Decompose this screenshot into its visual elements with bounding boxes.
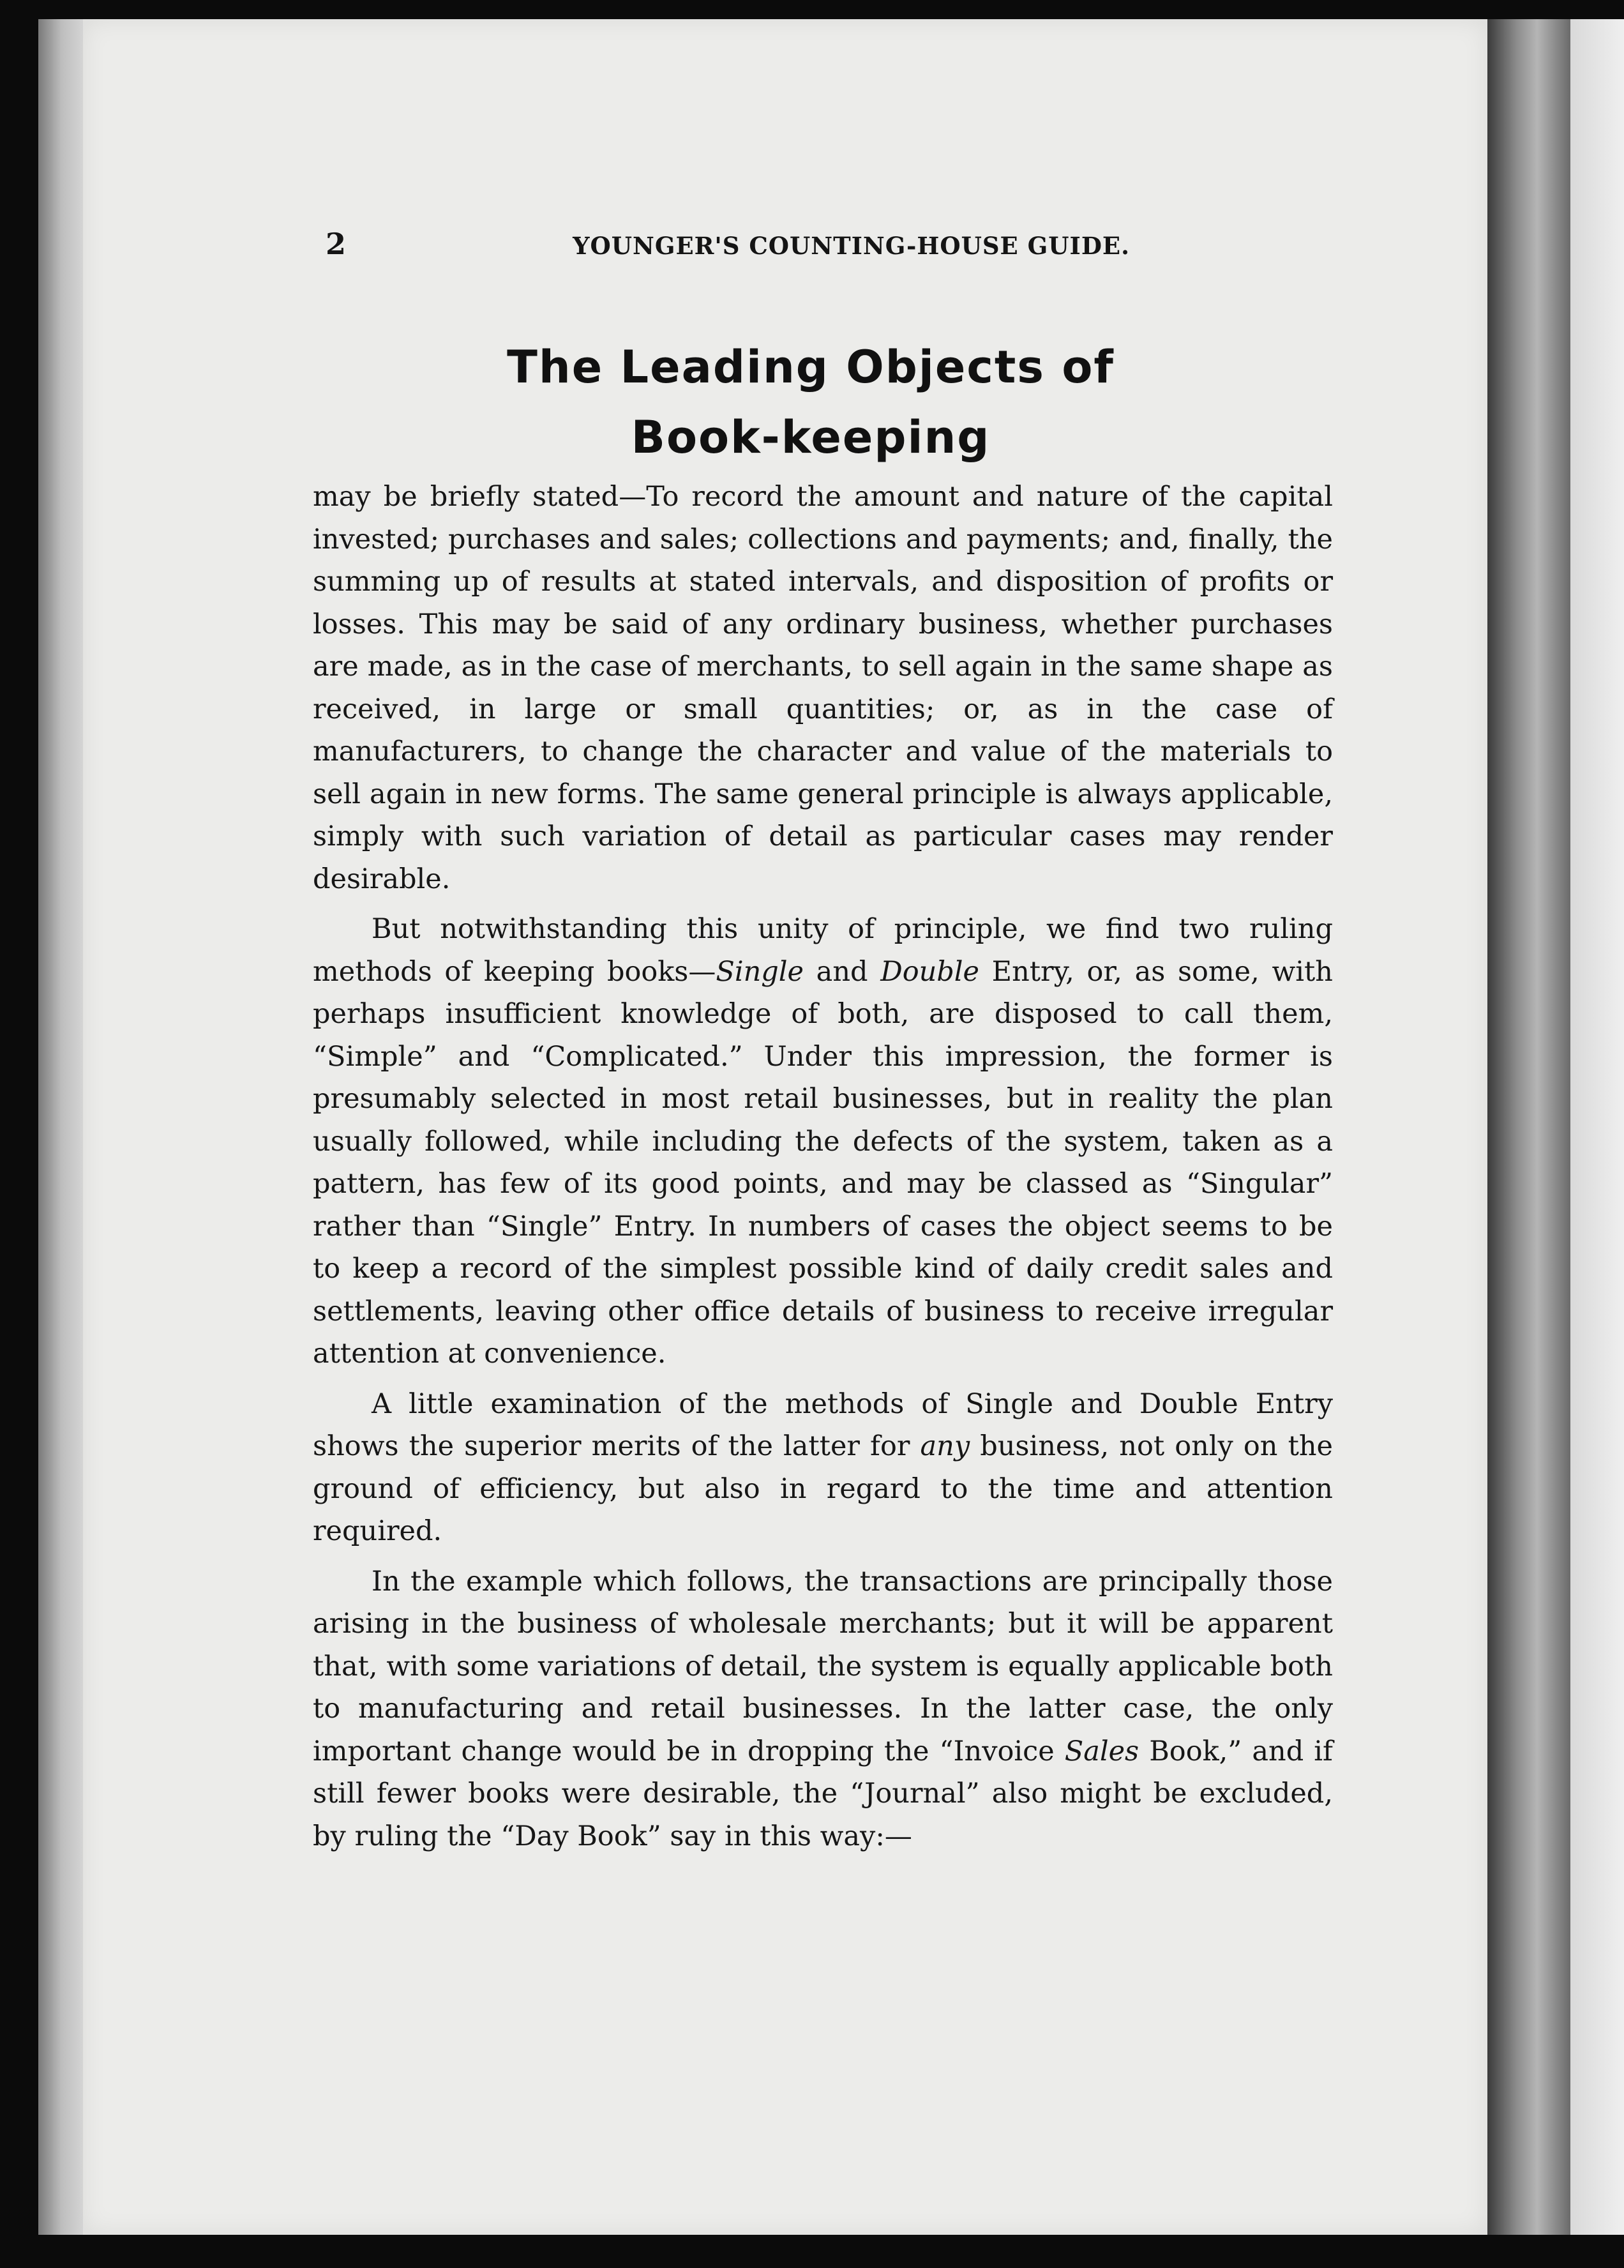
page-number: 2 (326, 227, 347, 261)
next-page-edge (1570, 19, 1624, 2235)
emphasis-double: Double (880, 955, 980, 988)
paragraph-text: Entry, or, as some, with perhaps insufficient knowledge of both, are disposed to call them, “Simple” and “Complicated.” Under this impression, the former is presumably selected in most retail businesses, but in reality the plan usually followed, while including the defects of the system, taken as a pattern, has few of its good points, and may be classed as “Singular” rather than “Single” Entry. In numbers of cases the object seems to be to keep a record of the simplest possible kind of daily credit sales and settlements, leaving other office details of business to receive irregular attention at convenience. (313, 955, 1334, 1370)
paragraph-text: and (804, 955, 881, 988)
emphasis-any: any (920, 1430, 970, 1462)
paragraph-text: business, not only on the ground of efficiency, but also in regard to the time and attention required. (313, 1430, 1333, 1547)
section-title-line-2: Book-keeping (631, 411, 991, 464)
paragraph-2 (313, 908, 1333, 1375)
section-title-line-1: The Leading Objects of (507, 341, 1115, 393)
emphasis-single: Single (716, 955, 804, 988)
paragraph-text: A little examination of the methods of Single and Double Entry shows the superior merits of the latter for (313, 1387, 1333, 1462)
running-head (326, 227, 1130, 265)
paragraph-text: may be briefly stated—To record the amount and nature of the capital invested; purchases and sales; collections and payments; and, finally, the summing up of results at stated intervals, and disposition of profits or losses. This may be said of any ordinary business, whether purchases are made, as in the case of merchants, to sell again in the same shape as received, in large or small quantities; or, as in the case of manufacturers, to change the character and value of the materials to sell again in new forms. The same general principle is always applicable, simply with such variation of detail as particular cases may render desirable. (313, 481, 1333, 895)
paragraph-3 (313, 1383, 1333, 1553)
running-title: YOUNGER'S COUNTING-HOUSE GUIDE. (573, 232, 1130, 260)
body-text (313, 476, 1333, 1865)
section-title (357, 332, 1264, 472)
paragraph-4 (313, 1561, 1333, 1858)
paragraph-text: In the example which follows, the transactions are principally those arising in the business of wholesale merchants; but it will be apparent that, with some variations of detail, the system is equally applicable both to manufacturing and retail businesses. In the latter case, the only important change would be in dropping the “Invoice (313, 1565, 1333, 1767)
emphasis-sales: Sales (1064, 1735, 1139, 1767)
page-right-shadow (1487, 19, 1570, 2235)
paragraph-text: Book,” and if still fewer books were desirable, the “Journal” also might be excluded, by ruling the “Day Book” say in this way:— (313, 1735, 1333, 1852)
paragraph-1 (313, 476, 1333, 900)
paragraph-text: But notwithstanding this unity of principle, we find two ruling methods of keeping books— (313, 913, 1333, 988)
